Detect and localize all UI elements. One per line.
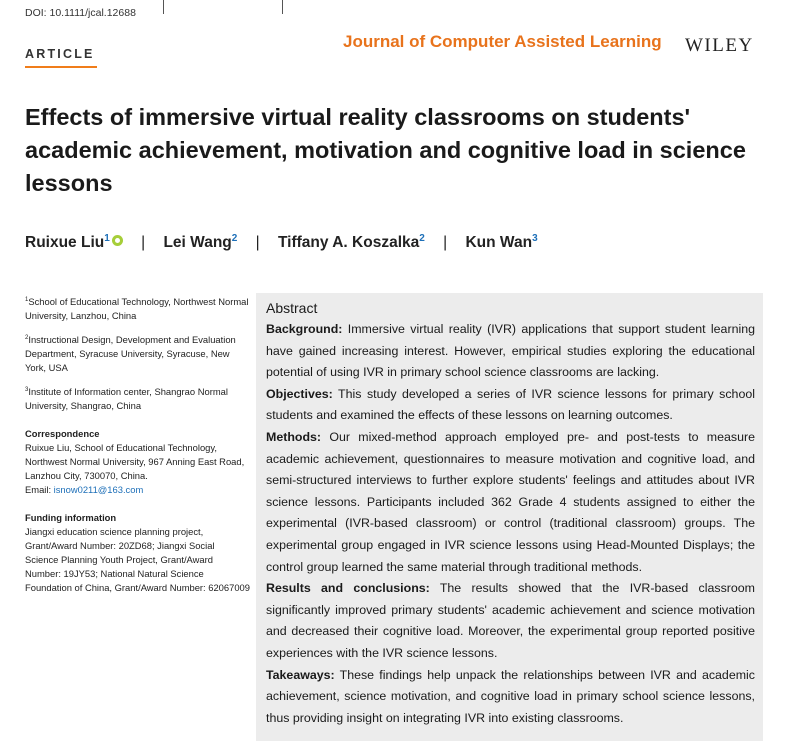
- abstract-takeaways: [266, 665, 755, 730]
- article-type-label: ARTICLE: [25, 47, 95, 61]
- abstract-methods: [266, 427, 755, 578]
- email-link[interactable]: isnow0211@163.com: [53, 484, 144, 496]
- journal-name: Journal of Computer Assisted Learning: [343, 32, 662, 51]
- author-affiliation-marker: 2: [419, 233, 425, 244]
- author-name[interactable]: Tiffany A. Koszalka: [277, 234, 420, 252]
- section-label: Methods:: [266, 429, 322, 444]
- affiliation: [25, 331, 250, 375]
- section-text: This study developed a series of IVR science lessons for primary school students and examined the effects of these lessons on learning outcomes.: [266, 386, 755, 423]
- affiliation: [25, 383, 250, 413]
- abstract-background: [266, 319, 755, 384]
- author-affiliation-marker: 2: [231, 233, 238, 244]
- funding-heading: Funding information: [25, 512, 117, 524]
- section-label: Objectives:: [266, 386, 333, 401]
- author-affiliation-marker: 1: [104, 233, 110, 244]
- abstract-results: [266, 578, 755, 664]
- author-separator: |: [255, 234, 260, 252]
- orcid-icon[interactable]: [112, 235, 123, 246]
- author-name[interactable]: Ruixue Liu: [25, 234, 105, 252]
- correspondence-text: [25, 441, 250, 497]
- section-label: Results and conclusions:: [266, 581, 430, 596]
- publisher-logo: WILEY: [685, 35, 754, 56]
- author-separator: |: [443, 234, 448, 252]
- affiliation-number: 1: [25, 297, 29, 303]
- article-title: Effects of immersive virtual reality classrooms on students' academic achievement, motivation and cognitive load in science lessons: [25, 104, 746, 196]
- section-text: The results showed that the IVR-based classroom significantly improved primary students' academic achievement and science motivation and decreased their cognitive load. Moreover, the experimental group reported positive experiences with the IVR science lessons.: [266, 581, 755, 660]
- abstract-box: [256, 293, 763, 741]
- column-divider: [163, 0, 164, 14]
- affiliation-text: Institute of Information center, Shangrao Normal University, Shangrao, China: [25, 386, 228, 412]
- section-label: Background:: [266, 322, 343, 336]
- funding-text: Jiangxi education science planning project, Grant/Award Number: 20ZD68; Jiangxi Social Science Planning Youth Project, Grant/Award Number: 19JY53; National Natural Science Foundation of China, Grant/Award Number: 62067009: [25, 526, 250, 594]
- author-list: [25, 233, 538, 252]
- column-divider: [282, 0, 283, 14]
- section-text: Our mixed-method approach employed pre- and post-tests to measure academic achievement, questionnaires to measure motivation and cognitive load, and semi-structured interviews to further explore students' feelings and attitudes about IVR science lessons. Participants included 362 Grade 4 students assigned to either the experimental (IVR-based classroom) or control (traditional classroom) groups. The experimental group engaged in IVR science lessons using Head-Mounted Displays; the control group learned the same material through traditional methods.: [266, 429, 755, 574]
- email-label: Email:: [25, 484, 52, 496]
- author-affiliation-marker: 3: [532, 233, 538, 244]
- section-text: These findings help unpack the relationships between IVR and academic achievement, science motivation, and cognitive load in primary school science lessons, thus providing insight on integrating IVR into existing classrooms.: [266, 667, 755, 725]
- article-sidebar: [25, 293, 250, 603]
- affiliation-number: 3: [25, 387, 29, 394]
- section-text: Immersive virtual reality (IVR) applications that support student learning have gained increasing interest. However, empirical studies exploring the educational potential of using IVR in primary school science classrooms are lacking.: [266, 322, 755, 380]
- correspondence-address: Ruixue Liu, School of Educational Technology, Northwest Normal University, 967 Anning East Road, Lanzhou City, 730070, China.: [25, 442, 245, 482]
- affiliation-text: Instructional Design, Development and Evaluation Department, Syracuse University, Syracuse, New York, USA: [25, 334, 236, 374]
- affiliation-number: 2: [25, 335, 29, 342]
- article-label-underline: [25, 66, 97, 68]
- doi-link[interactable]: DOI: 10.1111/jcal.12688: [25, 7, 136, 19]
- correspondence-heading: Correspondence: [25, 428, 100, 440]
- abstract-objectives: [266, 384, 755, 427]
- affiliation: [25, 293, 250, 323]
- abstract-heading: Abstract: [266, 300, 318, 316]
- author-name[interactable]: Kun Wan: [465, 234, 533, 252]
- author-separator: |: [141, 234, 146, 252]
- affiliation-text: School of Educational Technology, Northwest Normal University, Lanzhou, China: [25, 296, 249, 322]
- author-name[interactable]: Lei Wang: [163, 234, 232, 252]
- section-label: Takeaways:: [266, 667, 335, 682]
